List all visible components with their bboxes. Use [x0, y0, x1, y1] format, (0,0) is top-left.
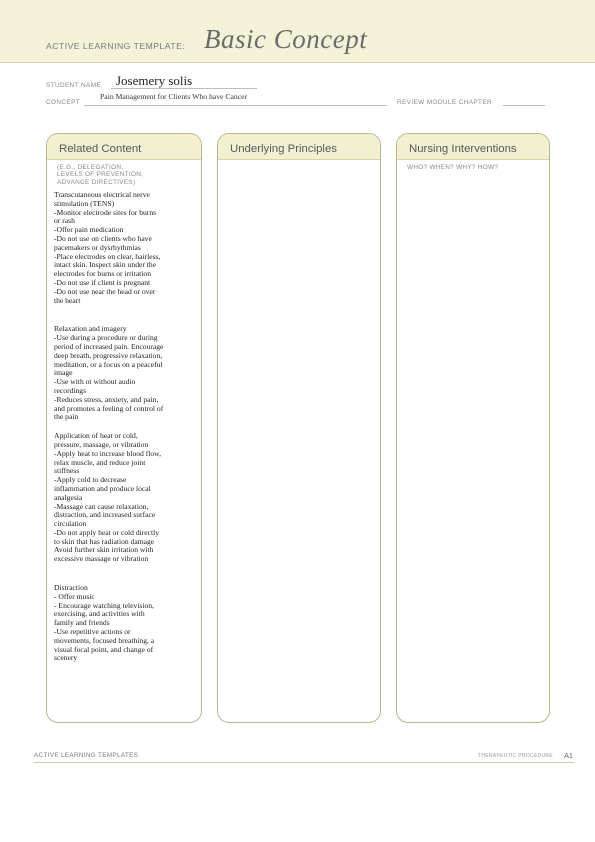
note-line: deep breath, progressive relaxation,	[54, 350, 163, 360]
review-module-label: REVIEW MODULE CHAPTER	[397, 99, 493, 106]
note-line: stimulation (TENS)	[54, 198, 115, 208]
template-label: ACTIVE LEARNING TEMPLATE:	[46, 41, 186, 51]
note-line: -Offer pain medication	[54, 225, 124, 235]
nursing-interventions-title: Nursing Interventions	[409, 143, 517, 155]
concept-field[interactable]: Pain Management for Clients Who have Cancer	[100, 92, 248, 101]
note-line: the heart	[54, 295, 81, 305]
student-name-field[interactable]: Josemery solis	[116, 73, 193, 88]
nursing-interventions-panel[interactable]	[396, 133, 550, 723]
related-content-hint-line: ADVANCE DIRECTIVES)	[57, 178, 136, 186]
note-line: inflammation and produce local	[54, 483, 151, 493]
note-line: - Encourage watching television,	[54, 600, 154, 610]
note-line: pacemakers or dysrhythmias	[54, 242, 141, 252]
note-line: -Do not apply heat or cold directly	[54, 527, 160, 537]
note-line: Avoid further skin irritation with	[54, 545, 154, 555]
related-content-hint-line: (E.G., DELEGATION,	[57, 164, 124, 171]
note-line: movements, focused breathing, a	[54, 635, 155, 645]
footer-right-label: THERAPEUTIC PROCEDURE	[478, 753, 553, 759]
note-line: Relaxation and imagery	[54, 324, 127, 334]
note-line: distraction, and increased surface	[54, 510, 156, 520]
footer-left-label: ACTIVE LEARNING TEMPLATES	[34, 752, 139, 759]
note-line: analgesia	[54, 492, 83, 502]
note-line: Distraction	[54, 583, 88, 593]
note-line: recordings	[54, 385, 87, 395]
note-line: -Apply heat to increase blood flow,	[54, 448, 162, 458]
note-line: stiffness	[54, 466, 80, 476]
note-line: pressure, massage, or vibration	[54, 439, 149, 449]
note-line: -Place electrodes on clear, hairless,	[54, 251, 161, 261]
note-line: -Do not use near the head or over	[54, 286, 156, 296]
note-line: -Monitor electrode sites for burns	[54, 207, 157, 217]
student-name-label: STUDENT NAME	[46, 82, 102, 89]
note-line: meditation, or a focus on a peaceful	[54, 359, 163, 369]
related-content-title: Related Content	[59, 143, 142, 155]
note-line: -Do not use on clients who have	[54, 233, 152, 243]
underlying-principles-panel[interactable]	[217, 133, 381, 723]
note-line: -Use repetitive actions or	[54, 627, 131, 637]
note-line: family and friends	[54, 618, 110, 628]
template-title: Basic Concept	[204, 24, 368, 54]
note-line: exercising, and activities with	[54, 609, 145, 619]
note-line: - Offer music	[54, 591, 95, 601]
note-line: image	[54, 368, 73, 378]
note-line: circulation	[54, 519, 87, 529]
note-line: or rash	[54, 216, 75, 226]
note-line: excessive massage or vibration	[54, 554, 149, 564]
related-content-hint-line: LEVELS OF PREVENTION,	[57, 171, 144, 179]
note-line: to skin that has radiation damage	[54, 536, 155, 546]
note-line: relax muscle, and reduce joint	[54, 457, 146, 467]
note-line: -Use during a procedure or during	[54, 333, 158, 343]
underlying-principles-title: Underlying Principles	[230, 143, 337, 155]
note-line: the pain	[54, 412, 79, 422]
review-module-line[interactable]	[503, 105, 545, 106]
note-line: and promotes a feeling of control of	[54, 403, 164, 413]
note-line	[54, 564, 200, 574]
note-line: Application of heat or cold,	[54, 431, 138, 441]
note-line: -Apply cold to decrease	[54, 475, 127, 485]
concept-label: CONCEPT	[46, 99, 81, 106]
note-line: intact skin. Inspect skin under the	[54, 260, 157, 270]
footer-page-code: A1	[564, 751, 574, 760]
related-content-notes[interactable]	[54, 191, 200, 663]
note-line: period of increased pain. Encourage	[54, 341, 164, 351]
note-line	[54, 305, 200, 315]
related-content-hint	[57, 164, 143, 186]
note-line: scenery	[54, 653, 78, 663]
note-line: -Massage can cause relaxation,	[54, 501, 149, 511]
note-line: visual focal point, and change of	[54, 644, 154, 654]
footer-divider	[34, 762, 574, 763]
concept-line	[84, 105, 387, 106]
note-line: -Use with ot without audio	[54, 377, 136, 387]
note-line: electrodes for burns or irritation	[54, 269, 151, 279]
note-line: -Reduces stress, anxiety, and pain,	[54, 394, 159, 404]
note-line: Transcutaneous electrical nerve	[54, 190, 150, 199]
note-line: -Do not use if client is pregnant	[54, 277, 151, 287]
nursing-interventions-hint: WHO? WHEN? WHY? HOW?	[407, 164, 499, 171]
